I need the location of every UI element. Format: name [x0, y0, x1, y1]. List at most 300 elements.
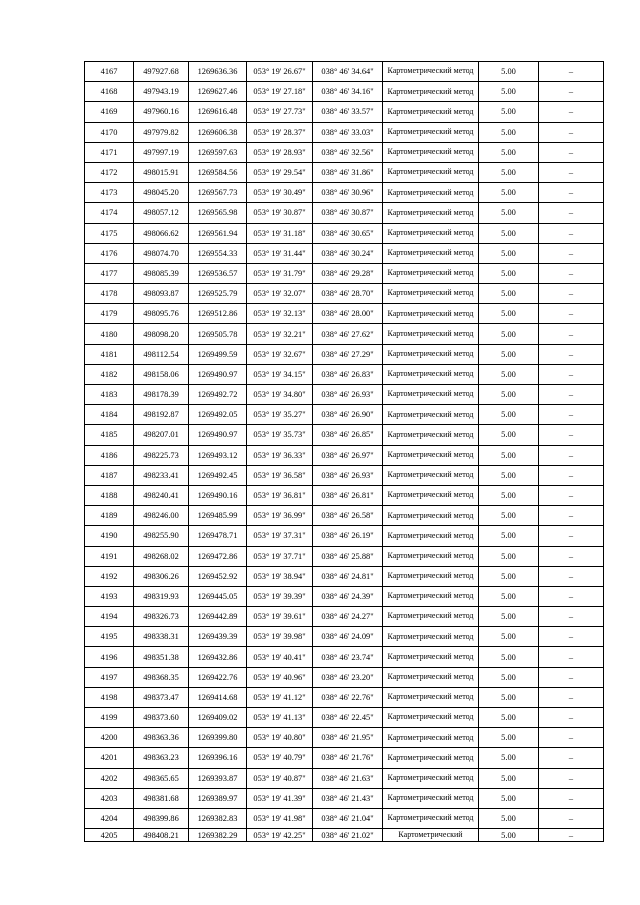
note-cell: – — [539, 364, 604, 384]
longitude-cell: 038° 46' 28.00" — [313, 304, 383, 324]
latitude-cell: 053° 19' 36.33" — [247, 445, 313, 465]
point-number-cell: 4194 — [85, 607, 134, 627]
accuracy-cell: 5.00 — [479, 82, 539, 102]
note-cell: – — [539, 566, 604, 586]
point-number-cell: 4173 — [85, 183, 134, 203]
latitude-cell: 053° 19' 41.12" — [247, 687, 313, 707]
y-coordinate-cell: 1269439.39 — [189, 627, 247, 647]
x-coordinate-cell: 498268.02 — [134, 546, 189, 566]
x-coordinate-cell: 498074.70 — [134, 243, 189, 263]
latitude-cell: 053° 19' 28.93" — [247, 142, 313, 162]
latitude-cell: 053° 19' 31.79" — [247, 263, 313, 283]
latitude-cell: 053° 19' 30.87" — [247, 203, 313, 223]
latitude-cell: 053° 19' 41.39" — [247, 788, 313, 808]
latitude-cell: 053° 19' 26.67" — [247, 62, 313, 82]
table-row — [85, 647, 604, 667]
y-coordinate-cell: 1269584.56 — [189, 162, 247, 182]
accuracy-cell: 5.00 — [479, 324, 539, 344]
y-coordinate-cell: 1269442.89 — [189, 607, 247, 627]
method-cell: Картометрический метод — [383, 586, 479, 606]
x-coordinate-cell: 497927.68 — [134, 62, 189, 82]
x-coordinate-cell: 497960.16 — [134, 102, 189, 122]
table-row — [85, 808, 604, 828]
table-row — [85, 304, 604, 324]
table-row — [85, 566, 604, 586]
table-row — [85, 748, 604, 768]
method-cell: Картометрический метод — [383, 183, 479, 203]
latitude-cell: 053° 19' 29.54" — [247, 162, 313, 182]
x-coordinate-cell: 498233.41 — [134, 465, 189, 485]
y-coordinate-cell: 1269490.97 — [189, 364, 247, 384]
y-coordinate-cell: 1269399.80 — [189, 728, 247, 748]
table-row — [85, 708, 604, 728]
x-coordinate-cell: 498015.91 — [134, 162, 189, 182]
accuracy-cell: 5.00 — [479, 687, 539, 707]
longitude-cell: 038° 46' 21.02" — [313, 829, 383, 842]
note-cell: – — [539, 82, 604, 102]
y-coordinate-cell: 1269492.05 — [189, 405, 247, 425]
table-row — [85, 162, 604, 182]
note-cell: – — [539, 708, 604, 728]
table-row — [85, 364, 604, 384]
latitude-cell: 053° 19' 38.94" — [247, 566, 313, 586]
method-cell: Картометрический метод — [383, 425, 479, 445]
y-coordinate-cell: 1269422.76 — [189, 667, 247, 687]
longitude-cell: 038° 46' 28.70" — [313, 284, 383, 304]
y-coordinate-cell: 1269382.83 — [189, 808, 247, 828]
longitude-cell: 038° 46' 21.43" — [313, 788, 383, 808]
table-row — [85, 203, 604, 223]
x-coordinate-cell: 498207.01 — [134, 425, 189, 445]
method-cell: Картометрический метод — [383, 607, 479, 627]
x-coordinate-cell: 498306.26 — [134, 566, 189, 586]
y-coordinate-cell: 1269396.16 — [189, 748, 247, 768]
y-coordinate-cell: 1269512.86 — [189, 304, 247, 324]
method-cell: Картометрический метод — [383, 344, 479, 364]
point-number-cell: 4188 — [85, 485, 134, 505]
point-number-cell: 4204 — [85, 808, 134, 828]
longitude-cell: 038° 46' 26.81" — [313, 485, 383, 505]
y-coordinate-cell: 1269382.29 — [189, 829, 247, 842]
note-cell: – — [539, 203, 604, 223]
method-cell: Картометрический метод — [383, 263, 479, 283]
longitude-cell: 038° 46' 24.09" — [313, 627, 383, 647]
accuracy-cell: 5.00 — [479, 284, 539, 304]
longitude-cell: 038° 46' 22.76" — [313, 687, 383, 707]
accuracy-cell: 5.00 — [479, 586, 539, 606]
note-cell: – — [539, 586, 604, 606]
method-cell: Картометрический метод — [383, 324, 479, 344]
accuracy-cell: 5.00 — [479, 768, 539, 788]
accuracy-cell: 5.00 — [479, 708, 539, 728]
point-number-cell: 4179 — [85, 304, 134, 324]
table-row — [85, 485, 604, 505]
note-cell: – — [539, 385, 604, 405]
longitude-cell: 038° 46' 21.95" — [313, 728, 383, 748]
table-row — [85, 829, 604, 842]
method-cell: Картометрический метод — [383, 566, 479, 586]
method-cell: Картометрический метод — [383, 627, 479, 647]
point-number-cell: 4192 — [85, 566, 134, 586]
y-coordinate-cell: 1269606.38 — [189, 122, 247, 142]
note-cell: – — [539, 627, 604, 647]
y-coordinate-cell: 1269490.16 — [189, 485, 247, 505]
latitude-cell: 053° 19' 39.98" — [247, 627, 313, 647]
method-cell: Картометрический метод — [383, 808, 479, 828]
point-number-cell: 4205 — [85, 829, 134, 842]
y-coordinate-cell: 1269490.97 — [189, 425, 247, 445]
point-number-cell: 4195 — [85, 627, 134, 647]
x-coordinate-cell: 498240.41 — [134, 485, 189, 505]
point-number-cell: 4187 — [85, 465, 134, 485]
y-coordinate-cell: 1269616.48 — [189, 102, 247, 122]
longitude-cell: 038° 46' 30.24" — [313, 243, 383, 263]
longitude-cell: 038° 46' 26.93" — [313, 465, 383, 485]
method-cell: Картометрический метод — [383, 405, 479, 425]
accuracy-cell: 5.00 — [479, 667, 539, 687]
note-cell: – — [539, 142, 604, 162]
table-row — [85, 586, 604, 606]
method-cell: Картометрический метод — [383, 62, 479, 82]
point-number-cell: 4181 — [85, 344, 134, 364]
longitude-cell: 038° 46' 27.62" — [313, 324, 383, 344]
note-cell: – — [539, 728, 604, 748]
latitude-cell: 053° 19' 32.21" — [247, 324, 313, 344]
y-coordinate-cell: 1269492.45 — [189, 465, 247, 485]
y-coordinate-cell: 1269536.57 — [189, 263, 247, 283]
table-row — [85, 465, 604, 485]
accuracy-cell: 5.00 — [479, 304, 539, 324]
x-coordinate-cell: 497997.19 — [134, 142, 189, 162]
accuracy-cell: 5.00 — [479, 62, 539, 82]
table-row — [85, 82, 604, 102]
note-cell: – — [539, 62, 604, 82]
method-cell: Картометрический метод — [383, 748, 479, 768]
y-coordinate-cell: 1269597.63 — [189, 142, 247, 162]
accuracy-cell: 5.00 — [479, 485, 539, 505]
latitude-cell: 053° 19' 32.07" — [247, 284, 313, 304]
point-number-cell: 4193 — [85, 586, 134, 606]
longitude-cell: 038° 46' 26.93" — [313, 385, 383, 405]
latitude-cell: 053° 19' 35.73" — [247, 425, 313, 445]
method-cell: Картометрический метод — [383, 223, 479, 243]
y-coordinate-cell: 1269414.68 — [189, 687, 247, 707]
accuracy-cell: 5.00 — [479, 748, 539, 768]
method-cell: Картометрический метод — [383, 647, 479, 667]
accuracy-cell: 5.00 — [479, 425, 539, 445]
point-number-cell: 4202 — [85, 768, 134, 788]
accuracy-cell: 5.00 — [479, 385, 539, 405]
note-cell: – — [539, 405, 604, 425]
latitude-cell: 053° 19' 34.80" — [247, 385, 313, 405]
x-coordinate-cell: 498192.87 — [134, 405, 189, 425]
point-number-cell: 4186 — [85, 445, 134, 465]
y-coordinate-cell: 1269478.71 — [189, 526, 247, 546]
latitude-cell: 053° 19' 35.27" — [247, 405, 313, 425]
accuracy-cell: 5.00 — [479, 465, 539, 485]
table-row — [85, 627, 604, 647]
method-cell: Картометрический метод — [383, 122, 479, 142]
method-cell: Картометрический метод — [383, 526, 479, 546]
table-row — [85, 324, 604, 344]
x-coordinate-cell: 498085.39 — [134, 263, 189, 283]
y-coordinate-cell: 1269485.99 — [189, 506, 247, 526]
note-cell: – — [539, 829, 604, 842]
point-number-cell: 4172 — [85, 162, 134, 182]
accuracy-cell: 5.00 — [479, 607, 539, 627]
accuracy-cell: 5.00 — [479, 627, 539, 647]
table-row — [85, 687, 604, 707]
x-coordinate-cell: 498045.20 — [134, 183, 189, 203]
point-number-cell: 4167 — [85, 62, 134, 82]
y-coordinate-cell: 1269389.97 — [189, 788, 247, 808]
y-coordinate-cell: 1269554.33 — [189, 243, 247, 263]
x-coordinate-cell: 498373.60 — [134, 708, 189, 728]
note-cell: – — [539, 223, 604, 243]
method-cell: Картометрический метод — [383, 687, 479, 707]
point-number-cell: 4197 — [85, 667, 134, 687]
note-cell: – — [539, 465, 604, 485]
point-number-cell: 4171 — [85, 142, 134, 162]
accuracy-cell: 5.00 — [479, 183, 539, 203]
longitude-cell: 038° 46' 26.83" — [313, 364, 383, 384]
note-cell: – — [539, 485, 604, 505]
table-row — [85, 546, 604, 566]
table-row — [85, 425, 604, 445]
method-cell: Картометрический метод — [383, 465, 479, 485]
point-number-cell: 4189 — [85, 506, 134, 526]
method-cell: Картометрический — [383, 829, 479, 842]
latitude-cell: 053° 19' 31.18" — [247, 223, 313, 243]
table-row — [85, 526, 604, 546]
table-row — [85, 122, 604, 142]
point-number-cell: 4183 — [85, 385, 134, 405]
longitude-cell: 038° 46' 34.16" — [313, 82, 383, 102]
method-cell: Картометрический метод — [383, 788, 479, 808]
latitude-cell: 053° 19' 36.58" — [247, 465, 313, 485]
table-row — [85, 728, 604, 748]
table-row — [85, 788, 604, 808]
y-coordinate-cell: 1269567.73 — [189, 183, 247, 203]
note-cell: – — [539, 425, 604, 445]
y-coordinate-cell: 1269492.72 — [189, 385, 247, 405]
point-number-cell: 4175 — [85, 223, 134, 243]
latitude-cell: 053° 19' 27.73" — [247, 102, 313, 122]
note-cell: – — [539, 122, 604, 142]
y-coordinate-cell: 1269445.05 — [189, 586, 247, 606]
note-cell: – — [539, 647, 604, 667]
latitude-cell: 053° 19' 40.96" — [247, 667, 313, 687]
longitude-cell: 038° 46' 30.87" — [313, 203, 383, 223]
accuracy-cell: 5.00 — [479, 445, 539, 465]
y-coordinate-cell: 1269627.46 — [189, 82, 247, 102]
longitude-cell: 038° 46' 21.04" — [313, 808, 383, 828]
accuracy-cell: 5.00 — [479, 728, 539, 748]
x-coordinate-cell: 498368.35 — [134, 667, 189, 687]
longitude-cell: 038° 46' 25.88" — [313, 546, 383, 566]
longitude-cell: 038° 46' 30.65" — [313, 223, 383, 243]
table-row — [85, 62, 604, 82]
accuracy-cell: 5.00 — [479, 788, 539, 808]
x-coordinate-cell: 498095.76 — [134, 304, 189, 324]
latitude-cell: 053° 19' 40.87" — [247, 768, 313, 788]
accuracy-cell: 5.00 — [479, 344, 539, 364]
point-number-cell: 4199 — [85, 708, 134, 728]
x-coordinate-cell: 498319.93 — [134, 586, 189, 606]
method-cell: Картометрический метод — [383, 304, 479, 324]
latitude-cell: 053° 19' 42.25" — [247, 829, 313, 842]
accuracy-cell: 5.00 — [479, 647, 539, 667]
method-cell: Картометрический метод — [383, 284, 479, 304]
table-row — [85, 506, 604, 526]
x-coordinate-cell: 497943.19 — [134, 82, 189, 102]
latitude-cell: 053° 19' 36.81" — [247, 485, 313, 505]
table-row — [85, 445, 604, 465]
method-cell: Картометрический метод — [383, 142, 479, 162]
accuracy-cell: 5.00 — [479, 142, 539, 162]
x-coordinate-cell: 498255.90 — [134, 526, 189, 546]
point-number-cell: 4201 — [85, 748, 134, 768]
table-row — [85, 223, 604, 243]
point-number-cell: 4174 — [85, 203, 134, 223]
accuracy-cell: 5.00 — [479, 102, 539, 122]
method-cell: Картометрический метод — [383, 243, 479, 263]
x-coordinate-cell: 498338.31 — [134, 627, 189, 647]
accuracy-cell: 5.00 — [479, 162, 539, 182]
table-row — [85, 344, 604, 364]
latitude-cell: 053° 19' 39.61" — [247, 607, 313, 627]
x-coordinate-cell: 498246.00 — [134, 506, 189, 526]
x-coordinate-cell: 498112.54 — [134, 344, 189, 364]
y-coordinate-cell: 1269409.02 — [189, 708, 247, 728]
longitude-cell: 038° 46' 23.74" — [313, 647, 383, 667]
accuracy-cell: 5.00 — [479, 506, 539, 526]
latitude-cell: 053° 19' 27.18" — [247, 82, 313, 102]
table-body — [85, 62, 604, 842]
method-cell: Картометрический метод — [383, 485, 479, 505]
latitude-cell: 053° 19' 40.41" — [247, 647, 313, 667]
accuracy-cell: 5.00 — [479, 808, 539, 828]
x-coordinate-cell: 498381.68 — [134, 788, 189, 808]
point-number-cell: 4168 — [85, 82, 134, 102]
table-row — [85, 768, 604, 788]
y-coordinate-cell: 1269493.12 — [189, 445, 247, 465]
longitude-cell: 038° 46' 26.97" — [313, 445, 383, 465]
note-cell: – — [539, 808, 604, 828]
latitude-cell: 053° 19' 37.31" — [247, 526, 313, 546]
longitude-cell: 038° 46' 26.19" — [313, 526, 383, 546]
latitude-cell: 053° 19' 31.44" — [247, 243, 313, 263]
method-cell: Картометрический метод — [383, 728, 479, 748]
table-row — [85, 405, 604, 425]
x-coordinate-cell: 498326.73 — [134, 607, 189, 627]
note-cell: – — [539, 667, 604, 687]
note-cell: – — [539, 243, 604, 263]
latitude-cell: 053° 19' 28.37" — [247, 122, 313, 142]
longitude-cell: 038° 46' 29.28" — [313, 263, 383, 283]
longitude-cell: 038° 46' 31.86" — [313, 162, 383, 182]
longitude-cell: 038° 46' 26.58" — [313, 506, 383, 526]
longitude-cell: 038° 46' 23.20" — [313, 667, 383, 687]
point-number-cell: 4191 — [85, 546, 134, 566]
note-cell: – — [539, 183, 604, 203]
x-coordinate-cell: 498158.06 — [134, 364, 189, 384]
x-coordinate-cell: 498066.62 — [134, 223, 189, 243]
note-cell: – — [539, 445, 604, 465]
table-row — [85, 385, 604, 405]
x-coordinate-cell: 498225.73 — [134, 445, 189, 465]
method-cell: Картометрический метод — [383, 82, 479, 102]
method-cell: Картометрический метод — [383, 102, 479, 122]
note-cell: – — [539, 162, 604, 182]
latitude-cell: 053° 19' 30.49" — [247, 183, 313, 203]
x-coordinate-cell: 498399.86 — [134, 808, 189, 828]
table-row — [85, 142, 604, 162]
latitude-cell: 053° 19' 39.39" — [247, 586, 313, 606]
table-row — [85, 102, 604, 122]
y-coordinate-cell: 1269636.36 — [189, 62, 247, 82]
point-number-cell: 4190 — [85, 526, 134, 546]
longitude-cell: 038° 46' 30.96" — [313, 183, 383, 203]
latitude-cell: 053° 19' 41.98" — [247, 808, 313, 828]
table-row — [85, 607, 604, 627]
longitude-cell: 038° 46' 33.57" — [313, 102, 383, 122]
note-cell: – — [539, 748, 604, 768]
latitude-cell: 053° 19' 40.80" — [247, 728, 313, 748]
point-number-cell: 4185 — [85, 425, 134, 445]
longitude-cell: 038° 46' 24.27" — [313, 607, 383, 627]
method-cell: Картометрический метод — [383, 546, 479, 566]
accuracy-cell: 5.00 — [479, 566, 539, 586]
y-coordinate-cell: 1269432.86 — [189, 647, 247, 667]
point-number-cell: 4203 — [85, 788, 134, 808]
table-row — [85, 263, 604, 283]
longitude-cell: 038° 46' 26.85" — [313, 425, 383, 445]
note-cell: – — [539, 324, 604, 344]
point-number-cell: 4182 — [85, 364, 134, 384]
table-row — [85, 243, 604, 263]
latitude-cell: 053° 19' 36.99" — [247, 506, 313, 526]
method-cell: Картометрический метод — [383, 203, 479, 223]
table-row — [85, 284, 604, 304]
accuracy-cell: 5.00 — [479, 364, 539, 384]
method-cell: Картометрический метод — [383, 768, 479, 788]
method-cell: Картометрический метод — [383, 385, 479, 405]
x-coordinate-cell: 498373.47 — [134, 687, 189, 707]
latitude-cell: 053° 19' 40.79" — [247, 748, 313, 768]
accuracy-cell: 5.00 — [479, 263, 539, 283]
note-cell: – — [539, 546, 604, 566]
point-number-cell: 4169 — [85, 102, 134, 122]
note-cell: – — [539, 788, 604, 808]
method-cell: Картометрический метод — [383, 162, 479, 182]
method-cell: Картометрический метод — [383, 445, 479, 465]
longitude-cell: 038° 46' 34.64" — [313, 62, 383, 82]
latitude-cell: 053° 19' 41.13" — [247, 708, 313, 728]
table-row — [85, 183, 604, 203]
longitude-cell: 038° 46' 24.81" — [313, 566, 383, 586]
x-coordinate-cell: 498098.20 — [134, 324, 189, 344]
longitude-cell: 038° 46' 33.03" — [313, 122, 383, 142]
y-coordinate-cell: 1269561.94 — [189, 223, 247, 243]
x-coordinate-cell: 498365.65 — [134, 768, 189, 788]
method-cell: Картометрический метод — [383, 667, 479, 687]
y-coordinate-cell: 1269499.59 — [189, 344, 247, 364]
longitude-cell: 038° 46' 21.63" — [313, 768, 383, 788]
method-cell: Картометрический метод — [383, 364, 479, 384]
point-number-cell: 4200 — [85, 728, 134, 748]
note-cell: – — [539, 768, 604, 788]
